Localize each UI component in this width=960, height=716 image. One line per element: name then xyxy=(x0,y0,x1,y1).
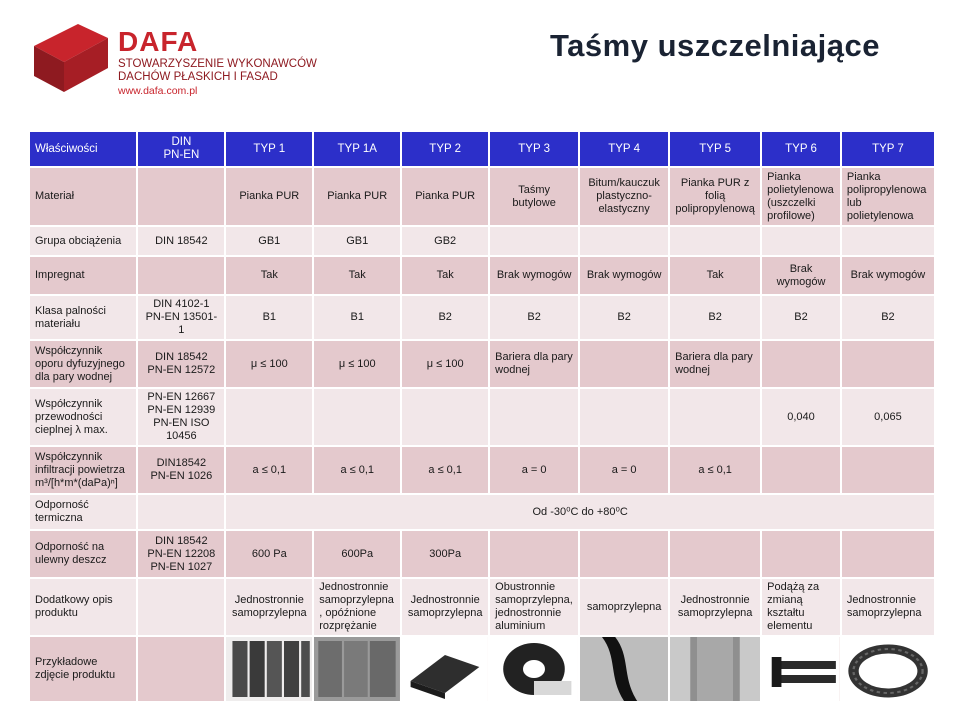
value-cell: Bariera dla pary wodnej xyxy=(670,341,760,387)
value-cell: a ≤ 0,1 xyxy=(226,447,312,493)
value-cell: B2 xyxy=(490,296,578,339)
value-cell xyxy=(762,531,840,577)
dafa-logo-icon xyxy=(34,24,108,92)
product-photo-typ6 xyxy=(762,637,840,701)
value-cell: B2 xyxy=(402,296,488,339)
value-cell: a = 0 xyxy=(580,447,668,493)
row-standard: PN-EN 12667 PN-EN 12939 PN-EN ISO 10456 xyxy=(138,389,224,445)
header-row xyxy=(30,132,934,166)
value-cell: B2 xyxy=(762,296,840,339)
value-cell xyxy=(670,227,760,255)
product-photo-typ1a xyxy=(314,637,400,701)
row-standard: DIN 18542 PN-EN 12208 PN-EN 1027 xyxy=(138,531,224,577)
value-cell: a = 0 xyxy=(490,447,578,493)
value-cell: Tak xyxy=(314,257,400,294)
brand-url[interactable]: www.dafa.com.pl xyxy=(118,85,198,97)
header-cell: DIN PN-EN xyxy=(138,132,224,166)
brand-subtitle-2: DACHÓW PŁASKICH I FASAD xyxy=(118,71,278,83)
row-label: Współczynnik przewodności cieplnej λ max. xyxy=(30,389,136,445)
product-photo-typ4 xyxy=(580,637,668,701)
row-label: Klasa palności materiału xyxy=(30,296,136,339)
row-fire-class xyxy=(30,296,934,339)
value-cell: Tak xyxy=(402,257,488,294)
value-cell: Pianka PUR z folią polipropylenową xyxy=(670,168,760,225)
product-photo-typ1 xyxy=(226,637,312,701)
value-cell xyxy=(580,227,668,255)
value-cell: 0,065 xyxy=(842,389,934,445)
value-cell: 0,040 xyxy=(762,389,840,445)
product-photo-typ2 xyxy=(402,637,488,701)
row-rain-resistance xyxy=(30,531,934,577)
row-standard xyxy=(138,257,224,294)
value-cell xyxy=(842,227,934,255)
row-label: Odporność termiczna xyxy=(30,495,136,529)
value-cell: Bariera dla pary wodnej xyxy=(490,341,578,387)
value-cell xyxy=(490,389,578,445)
value-cell: 300Pa xyxy=(402,531,488,577)
header-cell: TYP 1 xyxy=(226,132,312,166)
row-standard xyxy=(138,637,224,701)
row-thermal-conductivity xyxy=(30,389,934,445)
value-cell xyxy=(580,341,668,387)
value-cell: Jednostronnie samoprzylepna xyxy=(670,579,760,635)
page-title: Taśmy uszczelniające xyxy=(550,28,880,63)
value-cell: a ≤ 0,1 xyxy=(670,447,760,493)
row-description xyxy=(30,579,934,635)
value-cell: Brak wymogów xyxy=(490,257,578,294)
value-cell: GB1 xyxy=(226,227,312,255)
value-cell xyxy=(670,531,760,577)
value-cell: Pianka PUR xyxy=(402,168,488,225)
row-label: Materiał xyxy=(30,168,136,225)
value-cell: Brak wymogów xyxy=(580,257,668,294)
value-cell: a ≤ 0,1 xyxy=(402,447,488,493)
value-cell xyxy=(842,341,934,387)
value-cell xyxy=(402,389,488,445)
row-standard: DIN 18542 PN-EN 12572 xyxy=(138,341,224,387)
row-label: Przykładowe zdjęcie produktu xyxy=(30,637,136,701)
product-photo-typ5 xyxy=(670,637,760,701)
row-standard xyxy=(138,495,224,529)
row-air-infiltration xyxy=(30,447,934,493)
value-cell: Taśmy butylowe xyxy=(490,168,578,225)
product-photo-typ7 xyxy=(842,637,934,701)
value-cell: Jednostronnie samoprzylepna xyxy=(226,579,312,635)
row-thermal-resistance xyxy=(30,495,934,529)
header-cell: TYP 5 xyxy=(670,132,760,166)
row-label: Dodatkowy opis produktu xyxy=(30,579,136,635)
header-cell: TYP 2 xyxy=(402,132,488,166)
row-load-group xyxy=(30,227,934,255)
row-label: Współczynnik oporu dyfuzyjnego dla pary wodnej xyxy=(30,341,136,387)
value-cell: Jednostronnie samoprzylepna xyxy=(402,579,488,635)
value-cell xyxy=(490,227,578,255)
value-cell: GB2 xyxy=(402,227,488,255)
value-cell xyxy=(762,227,840,255)
header-cell: Właściwości xyxy=(30,132,136,166)
value-cell: Pianka polietylenowa (uszczelki profilowe) xyxy=(762,168,840,225)
value-cell xyxy=(762,447,840,493)
value-cell: B1 xyxy=(314,296,400,339)
value-cell: μ ≤ 100 xyxy=(226,341,312,387)
row-impregnation xyxy=(30,257,934,294)
value-cell: B2 xyxy=(580,296,668,339)
value-cell xyxy=(580,531,668,577)
value-cell xyxy=(490,531,578,577)
row-label: Impregnat xyxy=(30,257,136,294)
row-vapor-resistance xyxy=(30,341,934,387)
row-standard: DIN 18542 xyxy=(138,227,224,255)
row-standard xyxy=(138,579,224,635)
row-label: Odporność na ulewny deszcz xyxy=(30,531,136,577)
value-cell: Brak wymogów xyxy=(842,257,934,294)
value-cell: a ≤ 0,1 xyxy=(314,447,400,493)
value-cell: μ ≤ 100 xyxy=(314,341,400,387)
header-cell: TYP 7 xyxy=(842,132,934,166)
value-cell-span: Od -30⁰C do +80⁰C xyxy=(226,495,934,529)
value-cell: Obustronnie samoprzylepna, jednostronnie aluminium xyxy=(490,579,578,635)
value-cell xyxy=(580,389,668,445)
value-cell: Jednostronnie samoprzylepna , opóźnione rozprężanie xyxy=(314,579,400,635)
value-cell: Podążą za zmianą kształtu elementu xyxy=(762,579,840,635)
value-cell xyxy=(842,447,934,493)
value-cell: B2 xyxy=(670,296,760,339)
value-cell xyxy=(762,341,840,387)
row-photos xyxy=(30,637,934,701)
value-cell: GB1 xyxy=(314,227,400,255)
value-cell xyxy=(314,389,400,445)
value-cell: Jednostronnie samoprzylepna xyxy=(842,579,934,635)
header-cell: TYP 3 xyxy=(490,132,578,166)
row-material xyxy=(30,168,934,225)
row-standard xyxy=(138,168,224,225)
value-cell: Pianka PUR xyxy=(314,168,400,225)
value-cell: B2 xyxy=(842,296,934,339)
header-cell: TYP 1A xyxy=(314,132,400,166)
row-label: Grupa obciążenia xyxy=(30,227,136,255)
spec-table xyxy=(28,130,936,703)
product-photo-typ3 xyxy=(490,637,578,701)
header-cell: TYP 4 xyxy=(580,132,668,166)
value-cell: B1 xyxy=(226,296,312,339)
value-cell: μ ≤ 100 xyxy=(402,341,488,387)
value-cell: Brak wymogów xyxy=(762,257,840,294)
value-cell: Tak xyxy=(670,257,760,294)
value-cell: samoprzylepna xyxy=(580,579,668,635)
value-cell: 600 Pa xyxy=(226,531,312,577)
value-cell: Pianka polipropylenowa lub polietylenowa xyxy=(842,168,934,225)
row-standard: DIN18542 PN-EN 1026 xyxy=(138,447,224,493)
value-cell xyxy=(842,531,934,577)
brand-name: DAFA xyxy=(118,26,199,57)
value-cell: Tak xyxy=(226,257,312,294)
value-cell: Pianka PUR xyxy=(226,168,312,225)
row-standard: DIN 4102-1 PN-EN 13501-1 xyxy=(138,296,224,339)
header-cell: TYP 6 xyxy=(762,132,840,166)
row-label: Współczynnik infiltracji powietrza m³/[h*m*(daPa)ⁿ] xyxy=(30,447,136,493)
brand-subtitle-1: STOWARZYSZENIE WYKONAWCÓW xyxy=(118,58,317,70)
value-cell xyxy=(226,389,312,445)
value-cell: Bitum/kauczuk plastyczno- elastyczny xyxy=(580,168,668,225)
value-cell xyxy=(670,389,760,445)
value-cell: 600Pa xyxy=(314,531,400,577)
